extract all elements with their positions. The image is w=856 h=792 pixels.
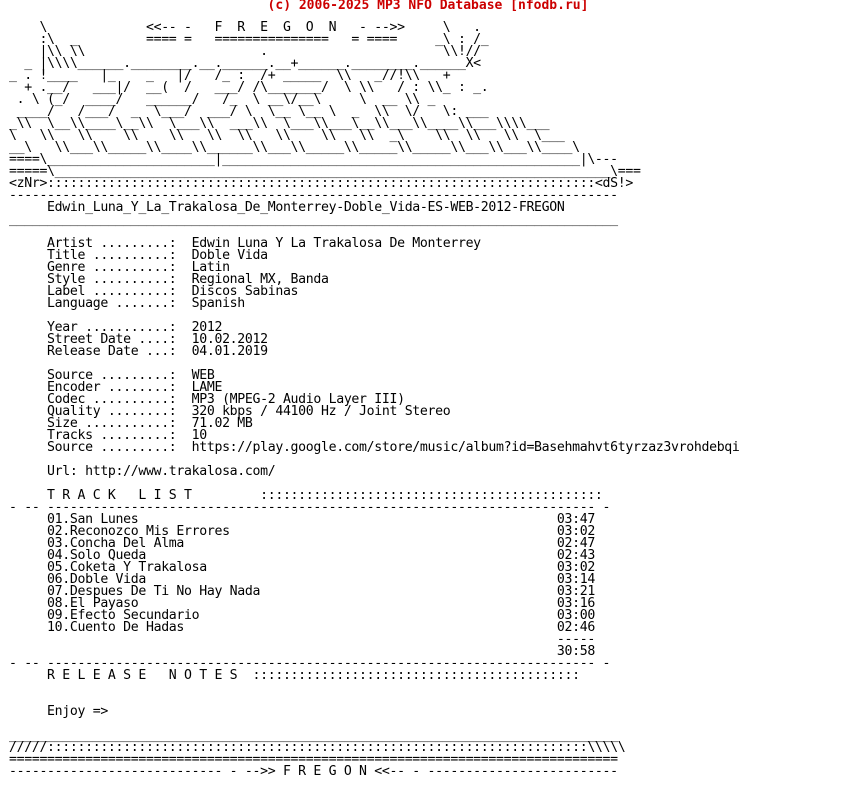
nfodb-credit-header: (c) 2006-2025 MP3 NFO Database [nfodb.ru] [267,0,589,13]
nfo-text-document: \ <<-- - F R E G O N - -->> \ . :\ _ ==== = =============== = ==== _\ : /_ |\\ \\ . \\!// _ |\\\\______.________.__.______.__+______.________.______X< _ . !____ |_ _ |/ /_ : /+ _____ \\ _//!\\ + + .__/ ___|/ __( / ___/ /\_______/ \ \\ / : \\_ : _. . \ (_/ ____/ ______/ /_ \ __\/__\ \ __ \\ _ ____/ /___/ _ \___/ ___/ \ \__ \__ \ _ \\ \/ \: ___ _\\ \__\\____\__\\ \___\\ ___\\ \___\\___\__\\___\\____\\___\\\\___ \ \\ \\ \\ \\ \\ \\ \\ \\ \\ _\ \\ \\ \\ \___ __\ \\___\\_____\\____\\______\\___\\_____\\_____\\_____\\___\\___\\____\ ====\______________________|_______________________________________________|\--- =====\_________________________________________________________________________\=== <zNr>::::::::::::::::::::::::::::::::::::::::::::::::::::::::::::::::::::::::<dS!> -------------------------------------------------------------------------------- Edwin_Luna_Y_La_Trakalosa_De_Monterrey-Doble_Vida-ES-WEB-2012-FREGON ________________________________________________________________________________ Artist .........: Edwin Luna Y La Trakalosa De Monterrey Title ..........: Doble Vida Genre ..........: Latin Style ..........: Regional MX, Banda Label ..........: Discos Sabinas Language .......: Spanish Year ...........: 2012 Street Date ....: 10.02.2012 Release Date ...: 04.01.2019 Source .........: WEB Encoder ........: LAME Codec ..........: MP3 (MPEG-2 Audio Layer III) Quality ........: 320 kbps / 44100 Hz / Joint Stereo Size ...........: 71.02 MB Tracks .........: 10 Source .........: https://play.google.com/store/music/album?id=Basehmahvt6tyrzaz3vrohdebqi Url: http://www.trakalosa.com/ T R A C K L I S T ::::::::::::::::::::::::::::::::::::::::::::: - -- ------------------------------------------------------------------------ - 01.San Lunes 03:47 02.Reconozco Mis Errores 03:02 03.Concha Del Alma 02:47 04.Solo Queda 02:43 05.Coketa Y Trakalosa 03:02 06.Doble Vida 03:14 07.Despues De Ti No Hay Nada 03:21 08.El Payaso 03:16 09.Efecto Secundario 03:00 10.Cuento De Hadas 02:46 ----- 30:58 - -- ------------------------------------------------------------------------ - R E L E A S E N O T E S ::::::::::::::::::::::::::::::::::::::::::: Enjoy => ________________________________________________________________________________ /////:::::::::::::::::::::::::::::::::::::::::::::::::::::::::::::::::::::::\\\\\ ================================================================================ ---------------------------- - -->> F R E G O N <<-- - ------------------------- [9,20,740,779]
